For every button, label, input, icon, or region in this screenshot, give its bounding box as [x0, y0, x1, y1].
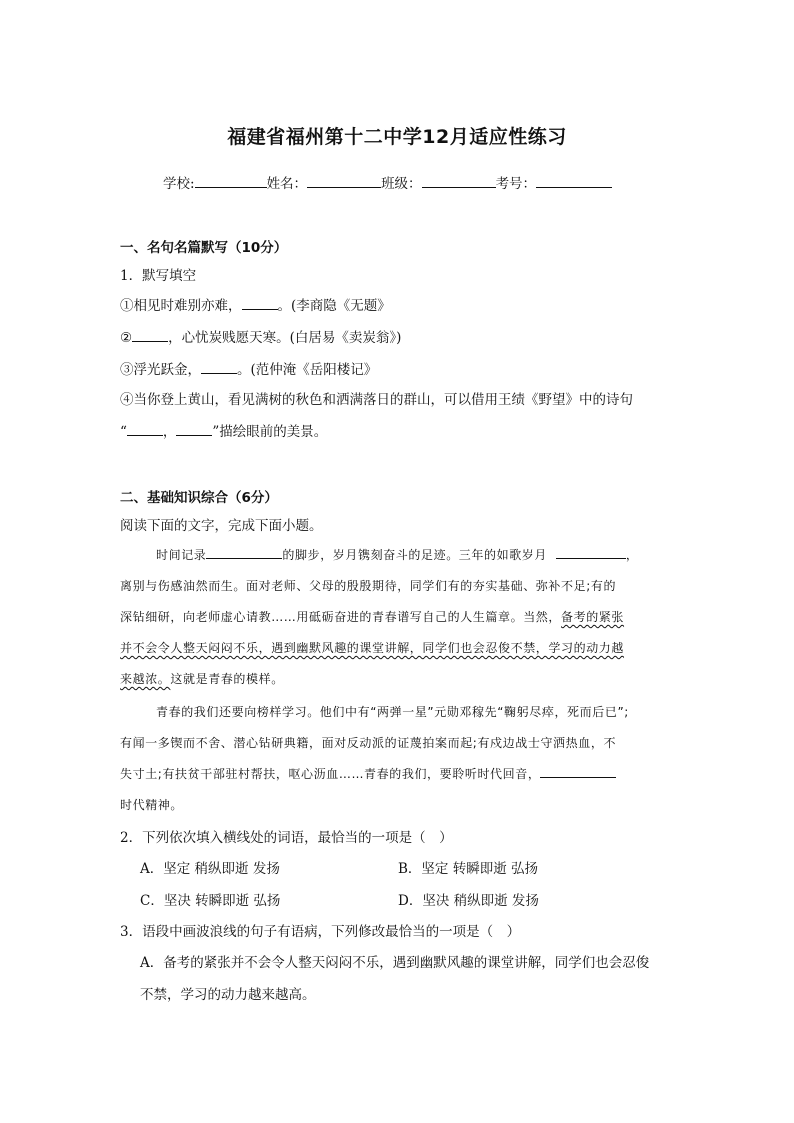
name-label: 姓名：	[266, 176, 308, 192]
q3-option-a-line2[interactable]: 不禁，学习的动力越来越高。	[140, 987, 316, 1003]
passage-line-6: 青春的我们还要向榜样学习。他们中有“两弹一星”元勋邓稼先“鞠躬尽瘁，死而后已”;	[156, 705, 629, 719]
passage-line-5	[120, 670, 284, 687]
q3-option-a-line1[interactable]: A．备考的紧张并不会令人整天闷闷不乐，遇到幽默风趣的课堂讲解，同学们也会忍俊	[140, 955, 650, 971]
passage-text: 时间记录	[156, 548, 207, 562]
passage-text: 的脚步，岁月镌刻奋斗的足迹。三年的如歌岁月	[282, 548, 548, 562]
passage-line-9: 时代精神。	[120, 798, 184, 812]
class-field[interactable]	[422, 173, 496, 188]
comma: ，	[162, 424, 177, 440]
section1-heading: 一、名句名篇默写（10分）	[120, 240, 288, 256]
q1-item-1-suffix: 。(李商隐《无题》	[277, 298, 391, 314]
section2-intro: 阅读下面的文字，完成下面小题。	[120, 518, 323, 534]
passage-line-1	[156, 546, 638, 563]
passage-blank-1[interactable]	[206, 546, 282, 559]
q2-stem: 2．下列依次填入横线处的词语，最恰当的一项是（ ）	[120, 830, 453, 846]
q1-item-3-prefix: ③浮光跃金，	[120, 362, 201, 378]
section2-heading: 二、基础知识综合（6分）	[120, 490, 278, 506]
q1-item-3-blank[interactable]	[201, 359, 237, 374]
passage-text: 深钻细研，向老师虚心请教……用砥砺奋进的青春谱写自己的人生篇章。当然，	[120, 610, 562, 624]
q1-item-4-line2	[120, 420, 327, 440]
q2-option-d[interactable]: D．坚决 稍纵即逝 发扬	[398, 893, 539, 909]
passage-line-4: 并不会令人整天闷闷不乐，遇到幽默风趣的课堂讲解，同学们也会忍俊不禁，学习的动力越	[120, 641, 625, 655]
q2-option-c[interactable]: C．坚决 转瞬即逝 弘扬	[140, 893, 281, 909]
q1-item-4-blank-2[interactable]	[176, 421, 212, 436]
q1-item-2-suffix: ，心忧炭贱愿天寒。(白居易《卖炭翁》)	[168, 330, 402, 346]
passage-blank-2[interactable]	[556, 546, 626, 559]
wavy-sentence-part: 备考的紧张	[561, 610, 625, 624]
passage-line-7: 有闻一多锲而不舍、潜心钻研典籍，面对反动派的证蔑拍案而起;有戍边战士守洒热血，不	[120, 736, 617, 750]
q2-option-b[interactable]: B．坚定 转瞬即逝 弘扬	[398, 861, 539, 877]
q1-item-1	[120, 294, 391, 314]
name-field[interactable]	[307, 173, 381, 188]
q1-item-2-prefix: ②	[120, 330, 133, 346]
passage-line-8	[120, 765, 616, 782]
q1-item-4-blank-1[interactable]	[127, 421, 163, 436]
q2-option-a[interactable]: A．坚定 稍纵即逝 发扬	[140, 861, 280, 877]
q1-item-3-suffix: 。(范仲淹《岳阳楼记》	[237, 362, 378, 378]
q3-stem: 3．语段中画波浪线的句子有语病，下列修改最恰当的一项是（ ）	[120, 924, 521, 940]
exam-number-field[interactable]	[536, 173, 612, 188]
passage-text: ，	[625, 548, 639, 562]
passage-line-2: 离别与伤感油然而生。面对老师、父母的殷殷期待，同学们有的夯实基础、弥补不足;有的	[120, 579, 617, 593]
passage-text: 失寸土;有扶贫干部驻村帮扶，呕心沥血……青春的我们，要聆听时代回音，	[120, 767, 541, 781]
q1-item-1-prefix: ①相见时难别亦难，	[120, 298, 242, 314]
wavy-sentence-part: 来越浓。	[120, 672, 171, 686]
q1-item-4-tail: ”描绘眼前的美景。	[212, 424, 328, 440]
open-quote: “	[120, 424, 127, 440]
q1-item-2	[120, 326, 401, 346]
q1-item-3	[120, 358, 377, 378]
school-field[interactable]	[195, 173, 267, 188]
passage-text: 这就是青春的模样。	[170, 672, 284, 686]
passage-blank-3[interactable]	[540, 765, 616, 778]
q1-title: 1．默写填空	[120, 268, 197, 284]
student-info-row	[163, 172, 612, 192]
passage-line-3	[120, 608, 624, 625]
school-label: 学校:	[163, 176, 195, 192]
page-title: 福建省福州第十二中学12月适应性练习	[227, 126, 567, 148]
number-label: 考号：	[495, 176, 537, 192]
class-label: 班级：	[381, 176, 422, 192]
q1-item-2-blank[interactable]	[132, 327, 168, 342]
q1-item-4-line1: ④当你登上黄山，看见满树的秋色和洒满落日的群山，可以借用王绩《野望》中的诗句	[120, 392, 633, 408]
q1-item-1-blank[interactable]	[242, 295, 278, 310]
